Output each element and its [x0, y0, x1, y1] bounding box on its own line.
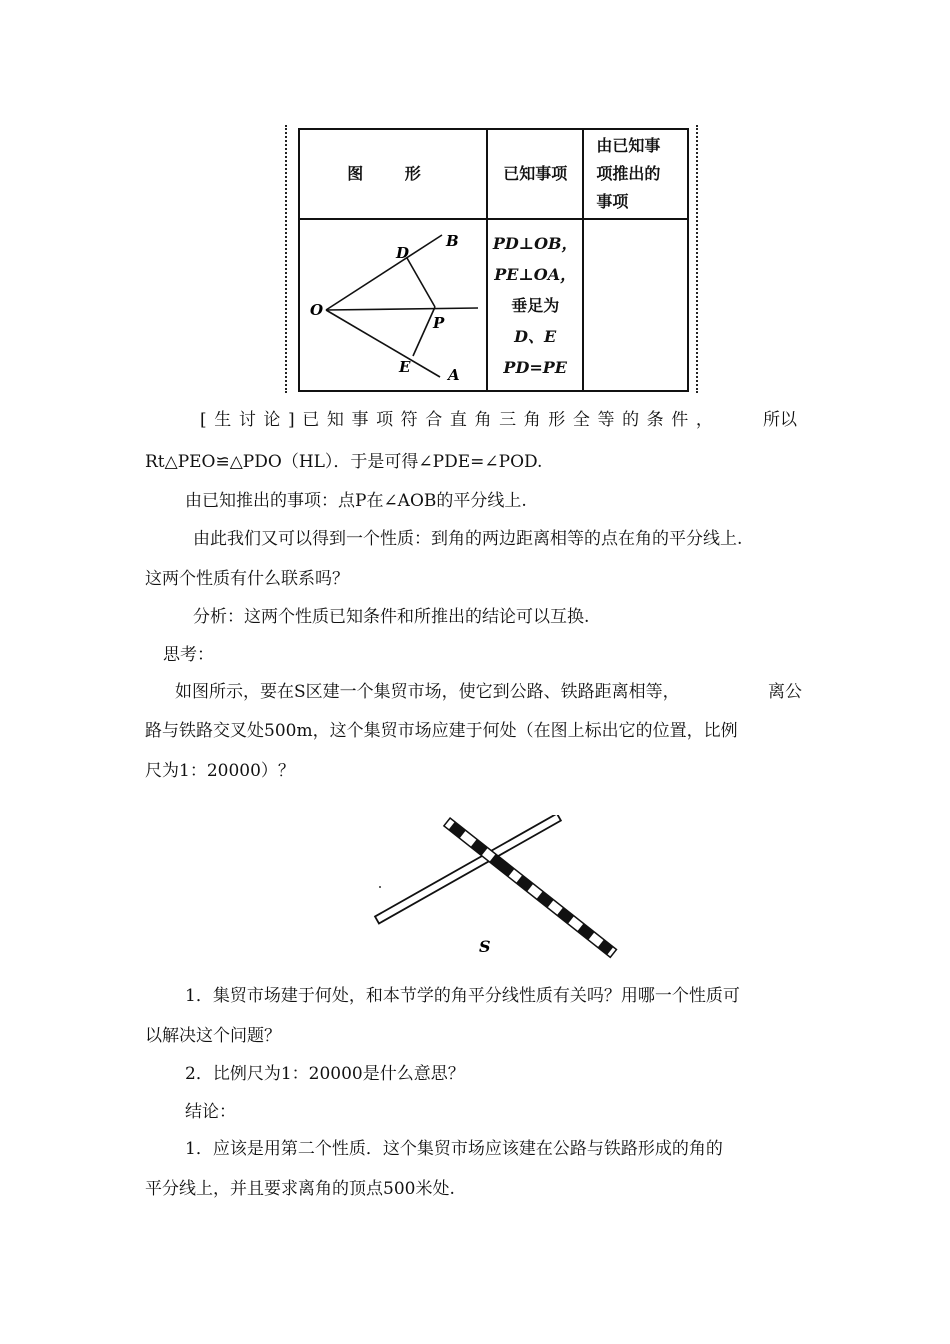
- label-e: E: [399, 358, 411, 376]
- dotted-border-right: [696, 125, 698, 393]
- header-figure: 图 形: [299, 129, 487, 219]
- map-dot: [379, 886, 381, 888]
- problem-line: 尺为1：20000）？: [145, 761, 295, 781]
- road-railway-map: [370, 815, 620, 965]
- dotted-border-left: [285, 125, 287, 393]
- known-line: PD⊥OB，: [492, 233, 578, 253]
- paragraph-question: 这两个性质有什么联系吗？: [145, 569, 349, 589]
- paragraph-congruence: Rt△PEO≌△PDO（HL）．于是可得∠PDE=∠POD.: [145, 452, 543, 472]
- heading-conclusion: 结论：: [185, 1102, 236, 1122]
- heading-think: 思考：: [163, 645, 214, 665]
- paragraph-derived-fact: 由已知推出的事项：点P在∠AOB的平分线上.: [185, 491, 527, 511]
- known-cell: [487, 219, 583, 391]
- paragraph-discussion-tail: 所以: [763, 410, 797, 430]
- bisector-line: [326, 308, 478, 310]
- railway: [444, 818, 617, 957]
- label-o: O: [310, 301, 324, 319]
- problem-line: 如图所示，要在S区建一个集贸市场，使它到公路、铁路距离相等，: [175, 682, 680, 702]
- header-derived-line: 项推出的: [596, 164, 661, 183]
- segment-pe: [413, 307, 435, 356]
- known-line: PE⊥OA，: [494, 264, 577, 284]
- ray-ob: [326, 235, 442, 310]
- segment-pd: [407, 258, 435, 307]
- angle-bisector-diagram: [300, 220, 486, 390]
- problem-line: 路与铁路交叉处500m，这个集贸市场应建于何处（在图上标出它的位置，比例: [145, 721, 738, 741]
- label-d: D: [396, 244, 410, 262]
- derived-cell: [583, 219, 688, 391]
- known-line: PD=PE: [503, 357, 567, 377]
- known-line: D、E: [514, 326, 557, 346]
- conclusion-1: 1．应该是用第二个性质．这个集贸市场应该建在公路与铁路形成的角的: [185, 1139, 723, 1159]
- paragraph-analysis: 分析：这两个性质已知条件和所推出的结论可以互换.: [193, 607, 590, 627]
- table-body-row: [299, 219, 688, 391]
- question-1-cont: 以解决这个问题？: [145, 1026, 281, 1046]
- paragraph-property: 由此我们又可以得到一个性质：到角的两边距离相等的点在角的平分线上.: [193, 529, 743, 549]
- header-known: 已知事项: [487, 129, 583, 219]
- label-p: P: [433, 314, 445, 332]
- problem-line-tail: 离公: [768, 682, 802, 702]
- header-derived-line: 由已知事: [596, 136, 661, 155]
- conclusion-1-cont: 平分线上，并且要求离角的顶点500米处.: [145, 1179, 455, 1199]
- ray-oa: [326, 310, 440, 377]
- question-2: 2．比例尺为1：20000是什么意思？: [185, 1064, 465, 1084]
- map-label-s: S: [479, 937, 491, 956]
- paragraph-discussion: [生讨论]已知事项符合直角三角形全等的条件，: [200, 410, 721, 430]
- label-b: B: [446, 232, 459, 250]
- known-line: 垂足为: [511, 295, 560, 315]
- table-header-row: [299, 129, 688, 219]
- header-derived: [583, 129, 688, 219]
- label-a: A: [448, 366, 460, 384]
- figure-cell: [299, 219, 487, 391]
- header-derived-line: 事项: [596, 192, 629, 211]
- facts-table: [298, 128, 689, 392]
- question-1: 1．集贸市场建于何处，和本节学的角平分线性质有关吗？用哪一个性质可: [185, 986, 740, 1006]
